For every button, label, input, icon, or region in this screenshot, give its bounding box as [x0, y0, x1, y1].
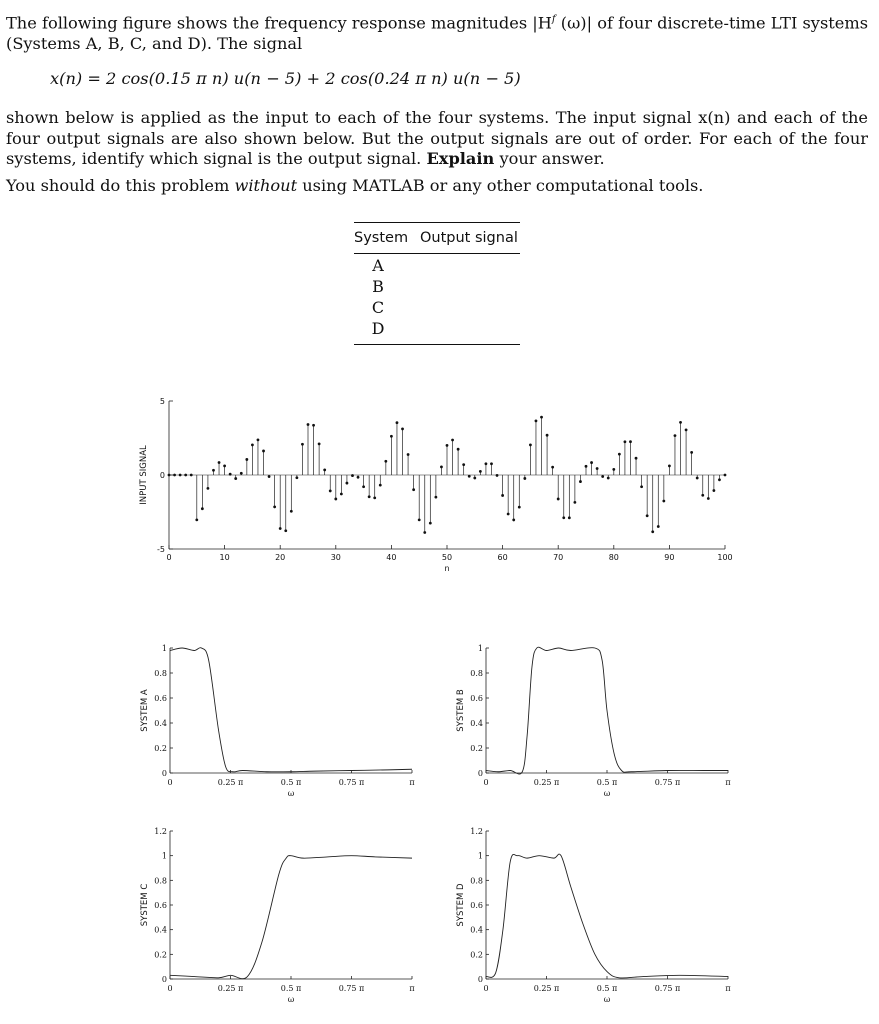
input-stem-marker	[457, 448, 460, 451]
input-xtick-label: 0	[166, 553, 172, 562]
input-ylabel: INPUT SIGNAL	[139, 445, 149, 505]
input-stem-marker	[640, 485, 643, 488]
input-stem-marker	[535, 420, 538, 423]
input-xtick-label: 40	[386, 553, 397, 562]
system-c-xtick-label: 0.5 π	[280, 984, 302, 993]
input-stem-marker	[434, 496, 437, 499]
system-d-xtick-label: 0.5 π	[596, 984, 618, 993]
input-stem-marker	[245, 458, 248, 461]
system-a-ylabel: SYSTEM A	[140, 689, 150, 732]
system-c-ytick-label: 0.4	[154, 925, 167, 935]
input-stem-marker	[290, 510, 293, 513]
input-ytick-label: 0	[159, 471, 165, 480]
system-d-ytick-label: 0.8	[470, 876, 483, 886]
input-stem-marker	[396, 421, 399, 424]
input-stem-marker	[451, 439, 454, 442]
input-stem-marker	[712, 489, 715, 492]
input-stem-marker	[295, 476, 298, 479]
system-b-ylabel: SYSTEM B	[456, 689, 466, 732]
input-stem-marker	[362, 485, 365, 488]
input-stem-marker	[596, 467, 599, 470]
system-b-xtick-label: 0.25 π	[533, 778, 560, 787]
system-a-ytick-label: 0	[161, 769, 167, 778]
input-stem-marker	[501, 494, 504, 497]
input-stem-marker	[240, 472, 243, 475]
system-b-ytick-label: 0.6	[470, 694, 483, 703]
input-xtick-label: 30	[330, 553, 341, 562]
input-stem-marker	[273, 506, 276, 509]
system-c-xlabel: ω	[287, 995, 295, 1004]
input-stem-marker	[373, 496, 376, 499]
input-stem-marker	[184, 474, 187, 477]
input-stem-marker	[207, 487, 210, 490]
system-b-ytick-label: 0.2	[470, 744, 483, 753]
input-stem-marker	[690, 451, 693, 454]
input-stem-marker	[168, 474, 171, 477]
input-xtick-label: 70	[553, 553, 564, 562]
input-stem-marker	[668, 464, 671, 467]
system-b-xtick-label: 0	[483, 778, 489, 787]
input-stem-marker	[301, 443, 304, 446]
input-stem-marker	[346, 482, 349, 485]
input-stem-marker	[318, 443, 321, 446]
system-c-xtick-label: 0.25 π	[217, 984, 244, 993]
input-stem-marker	[195, 518, 198, 521]
input-stem-marker	[496, 474, 499, 477]
table-row: A	[372, 256, 384, 275]
input-stem-marker	[334, 498, 337, 501]
input-stem-marker	[612, 468, 615, 471]
input-stem-marker	[229, 473, 232, 476]
input-stem-marker	[390, 435, 393, 438]
system-c-ytick-label: 0.2	[154, 950, 167, 960]
system-a-ytick-label: 0.8	[154, 669, 167, 678]
input-stem-marker	[707, 497, 710, 500]
system-b-response-curve	[486, 647, 728, 774]
input-stem-marker	[384, 460, 387, 463]
system-a-ytick-label: 1	[161, 644, 167, 653]
input-stem-marker	[218, 461, 221, 464]
system-d-ytick-label: 1	[477, 851, 483, 861]
system-b-xlabel: ω	[603, 789, 611, 798]
system-c-xtick-label: 0.75 π	[338, 984, 365, 993]
system-c-xtick-label: 0	[167, 984, 173, 993]
input-stem-marker	[462, 463, 465, 466]
input-ytick-label: -5	[157, 545, 165, 554]
problem-intro: The following figure shows the frequency response magnitudes $|H^f$ (ω)| of four discrete-time LTI systems (Systems A, B, C, and D). The signal	[6, 13, 868, 53]
input-stem-marker	[679, 421, 682, 424]
problem-instruction: You should do this problem without using MATLAB or any other computational tools.	[6, 176, 704, 195]
input-stem-marker	[529, 444, 532, 447]
input-xlabel: n	[444, 564, 450, 573]
input-stem-marker	[279, 527, 282, 530]
system-c-ytick-label: 0	[161, 975, 167, 984]
input-stem-marker	[657, 525, 660, 528]
input-stem-marker	[418, 518, 421, 521]
input-stem-marker	[629, 440, 632, 443]
input-stem-marker	[423, 531, 426, 534]
system-d-ytick-label: 0	[477, 975, 483, 984]
input-xtick-label: 90	[664, 553, 675, 562]
input-stem-marker	[573, 501, 576, 504]
system-d-ytick-label: 0.6	[470, 901, 483, 910]
system-d-xtick-label: π	[725, 984, 731, 993]
system-c-ytick-label: 0.8	[154, 876, 167, 886]
system-d-xtick-label: 0	[483, 984, 489, 993]
system-b-xtick-label: 0.5 π	[596, 778, 618, 787]
input-xtick-label: 100	[717, 553, 733, 562]
table-row: D	[371, 319, 385, 338]
system-b-ytick-label: 1	[477, 644, 483, 653]
input-stem-marker	[624, 440, 627, 443]
input-stem-marker	[284, 529, 287, 532]
input-stem-marker	[407, 453, 410, 456]
input-stem-marker	[562, 516, 565, 519]
input-xtick-label: 10	[219, 553, 230, 562]
system-b-ytick-label: 0	[477, 769, 483, 778]
input-stem-marker	[234, 477, 237, 480]
input-stem-marker	[485, 462, 488, 465]
input-stem-marker	[557, 498, 560, 501]
input-stem-marker	[412, 488, 415, 491]
system-a-xtick-label: 0.25 π	[217, 778, 244, 787]
input-stem-marker	[173, 474, 176, 477]
input-stem-marker	[646, 514, 649, 517]
system-a-xtick-label: π	[409, 778, 415, 787]
signal-equation: x(n) = 2 cos(0.15 π n) u(n − 5) + 2 cos(0.24 π n) u(n − 5)	[50, 69, 521, 88]
input-stem-marker	[651, 530, 654, 533]
input-stem-marker	[312, 424, 315, 427]
input-stem-marker	[268, 475, 271, 478]
input-xtick-label: 60	[497, 553, 508, 562]
input-stem-marker	[674, 434, 677, 437]
table-row: B	[372, 277, 384, 296]
input-stem-marker	[512, 519, 515, 522]
input-stem-marker	[551, 466, 554, 469]
table-row: C	[371, 298, 385, 317]
input-stem-marker	[379, 484, 382, 487]
system-d-ytick-label: 1.2	[470, 827, 483, 836]
problem-body: shown below is applied as the input to each of the four systems. The input signal x(n) and each of the four output signals are also shown below. But the output signals are out of order. For each of the four systems, identify which signal is the output signal. Explain your answer.	[6, 108, 868, 168]
input-stem-marker	[357, 476, 360, 479]
input-stem-marker	[329, 490, 332, 493]
input-stem-marker	[523, 477, 526, 480]
input-stem-marker	[540, 416, 543, 419]
input-stem-marker	[307, 423, 310, 426]
system-b-xtick-label: 0.75 π	[654, 778, 681, 787]
system-b-ytick-label: 0.8	[470, 669, 483, 678]
input-stem-marker	[724, 474, 727, 477]
input-stem-marker	[479, 470, 482, 473]
system-c-ytick-label: 0.6	[154, 901, 167, 910]
input-stem-marker	[201, 507, 204, 510]
system-b-ytick-label: 0.4	[470, 719, 483, 728]
input-stem-marker	[601, 475, 604, 478]
input-stem-marker	[340, 493, 343, 496]
input-stem-marker	[323, 469, 326, 472]
system-d-ytick-label: 0.2	[470, 950, 483, 960]
input-stem-marker	[518, 506, 521, 509]
input-stem-marker	[401, 428, 404, 431]
system-d-response-curve	[486, 854, 728, 978]
input-stem-marker	[368, 495, 371, 498]
input-stem-marker	[696, 477, 699, 480]
system-c-ytick-label: 1.2	[154, 827, 167, 836]
system-a-ytick-label: 0.6	[154, 694, 167, 703]
system-a-xtick-label: 0.75 π	[338, 778, 365, 787]
system-a-xtick-label: 0.5 π	[280, 778, 302, 787]
system-c-xtick-label: π	[409, 984, 415, 993]
input-stem-marker	[546, 434, 549, 437]
input-stem-marker	[473, 477, 476, 480]
input-stem-marker	[635, 457, 638, 460]
input-stem-marker	[212, 469, 215, 472]
input-stem-marker	[257, 439, 260, 442]
system-d-ylabel: SYSTEM D	[456, 883, 466, 927]
input-stem-marker	[351, 474, 354, 477]
input-ytick-label: 5	[159, 397, 165, 406]
header-output: Output signal	[420, 230, 518, 246]
input-stem-marker	[701, 494, 704, 497]
system-c-ytick-label: 1	[161, 851, 167, 861]
input-xtick-label: 80	[608, 553, 619, 562]
system-c-response-curve	[170, 856, 412, 979]
system-c-ylabel: SYSTEM C	[140, 883, 150, 927]
system-a-ytick-label: 0.2	[154, 744, 167, 753]
input-stem-marker	[585, 465, 588, 468]
input-stem-marker	[618, 453, 621, 456]
system-d-xlabel: ω	[603, 995, 611, 1004]
system-a-xlabel: ω	[287, 789, 295, 798]
input-stem-marker	[685, 429, 688, 432]
input-stem-marker	[607, 477, 610, 480]
input-stem-marker	[590, 461, 593, 464]
input-stem-marker	[251, 444, 254, 447]
input-stem-marker	[490, 462, 493, 465]
input-stem-marker	[568, 516, 571, 519]
system-a-xtick-label: 0	[167, 778, 173, 787]
input-stem-marker	[223, 464, 226, 467]
input-stem-marker	[718, 478, 721, 481]
system-b-xtick-label: π	[725, 778, 731, 787]
header-system: System	[354, 230, 409, 246]
system-a-ytick-label: 0.4	[154, 719, 167, 728]
input-stem-marker	[662, 500, 665, 503]
system-d-ytick-label: 0.4	[470, 925, 483, 935]
input-xtick-label: 20	[275, 553, 286, 562]
system-d-xtick-label: 0.25 π	[533, 984, 560, 993]
input-stem-marker	[579, 480, 582, 483]
input-stem-marker	[179, 474, 182, 477]
system-d-xtick-label: 0.75 π	[654, 984, 681, 993]
input-stem-marker	[507, 513, 510, 516]
input-stem-marker	[262, 450, 265, 453]
input-stem-marker	[190, 474, 193, 477]
input-stem-marker	[446, 444, 449, 447]
input-stem-marker	[468, 475, 471, 478]
input-stem-marker	[429, 522, 432, 525]
input-xtick-label: 50	[441, 553, 453, 562]
system-a-response-curve	[170, 648, 412, 772]
input-stem-marker	[440, 465, 443, 468]
